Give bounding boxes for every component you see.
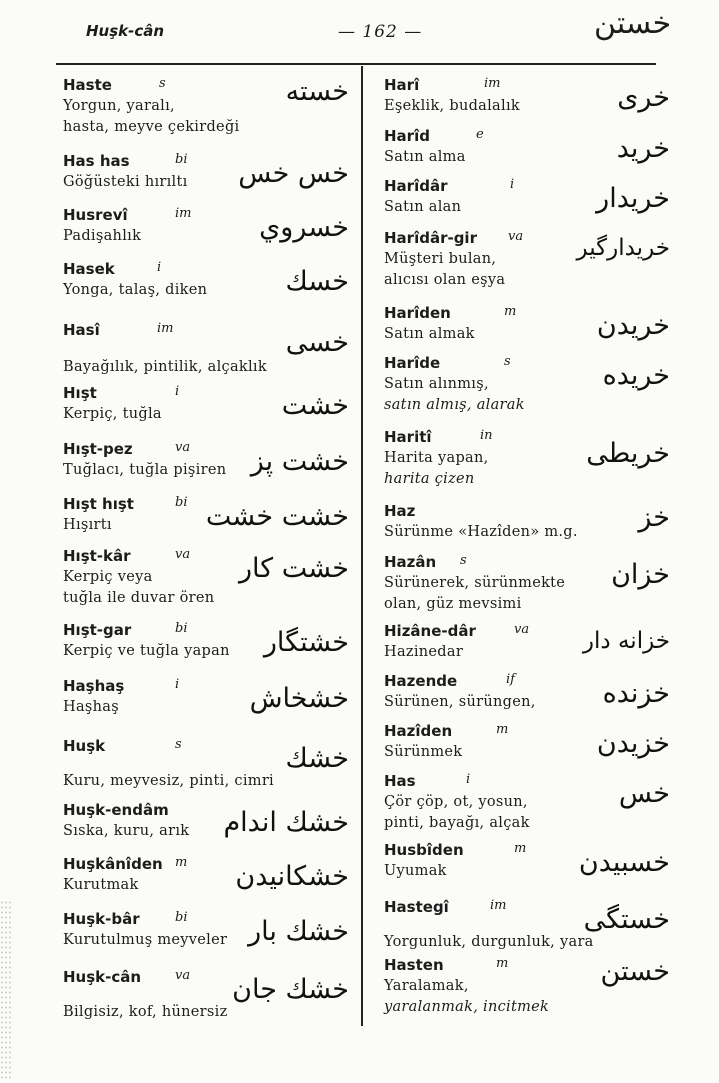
arabic-script: خستگى [583,904,670,935]
arabic-script: خريدن [596,310,670,341]
headword: Harîd [384,127,430,145]
arabic-script: خريطى [586,438,670,469]
part-of-speech: i [175,384,180,399]
arabic-script: خشك جان [232,974,349,1005]
arabic-script: خسته [285,76,349,107]
part-of-speech: va [514,622,530,637]
headword: Huşk-cân [63,968,142,986]
headword: Hışt hışt [63,495,134,513]
part-of-speech: in [480,428,493,443]
arabic-script: خشكانيدن [235,861,349,892]
headword: Hışt-gar [63,621,132,639]
headword: Harîden [384,304,451,322]
part-of-speech: bi [175,152,188,167]
part-of-speech: im [490,898,507,913]
part-of-speech: i [510,177,515,192]
definition: Yaralamak, yaralanmak, incitmek [384,978,550,1015]
definition: Yorgun, yaralı, hasta, meyve çekirdeği [63,98,240,135]
part-of-speech: va [508,229,524,244]
arabic-script: خشت [281,390,349,421]
part-of-speech: bi [175,621,188,636]
part-of-speech: i [157,260,162,275]
part-of-speech: m [175,855,188,870]
part-of-speech: im [175,206,192,221]
definition: Çör çöp, ot, yosun, pinti, bayağı, alçak [384,794,530,831]
arabic-script: خسك [285,266,349,297]
part-of-speech: va [175,968,191,983]
arabic-script: خسروي [259,212,349,243]
definition: Tuğlacı, tuğla pişiren [63,462,227,478]
headword: Hizâne-dâr [384,622,476,640]
part-of-speech: if [506,672,515,687]
part-of-speech: va [175,440,191,455]
definition: Satın alınmış, satın almış, alarak [384,376,525,413]
definition: Bayağılık, pintilik, alçaklık [63,359,267,375]
arabic-script: خزانه دار [582,628,670,654]
headword: Haste [63,76,112,94]
arabic-script: خشت خشت [205,501,349,532]
arabic-script: خسبيدن [578,847,670,878]
arabic-script: خشك اندام [223,807,349,838]
definition: Satın almak [384,326,475,342]
part-of-speech: bi [175,495,188,510]
headword: Hasek [63,260,115,278]
definition: Müşteri bulan, alıcısı olan eşya [384,251,506,288]
headword: Huşk-endâm [63,801,169,819]
part-of-speech: s [504,354,511,369]
definition: Sıska, kuru, arık [63,823,190,839]
arabic-script: خزان [611,559,670,590]
header-rule [56,63,656,65]
part-of-speech: m [504,304,517,319]
headword: Hışt-pez [63,440,133,458]
headword: Harîdâr-gir [384,229,477,247]
definition: Hışırtı [63,517,112,533]
arabic-script: خريدار [596,183,670,214]
arabic-script: خزنده [602,678,670,709]
headword: Has has [63,152,130,170]
headword: Haşhaş [63,677,125,695]
headword: Huşk [63,737,106,755]
definition: Göğüsteki hırıltı [63,174,188,190]
arabic-script: خشت پز [250,446,349,477]
part-of-speech: i [466,772,471,787]
definition: Kuru, meyvesiz, pinti, cimri [63,773,274,789]
part-of-speech: va [175,547,191,562]
headword: Hazende [384,672,458,690]
headword: Harîde [384,354,441,372]
arabic-script: خريدارگير [576,235,670,261]
column-rule [361,66,363,1026]
headword: Hasî [63,321,100,339]
part-of-speech: im [157,321,174,336]
headword: Hışt [63,384,97,402]
arabic-script: خس خس [238,158,349,189]
headword: Harîdâr [384,177,448,195]
part-of-speech: i [175,677,180,692]
part-of-speech: s [175,737,182,752]
definition: Satın alma [384,149,466,165]
definition: Yonga, talaş, diken [63,282,208,298]
definition: Yorgunluk, durgunluk, yara [384,934,594,950]
arabic-script: خريد [616,133,670,164]
definition: Kurutulmuş meyveler [63,932,228,948]
page-number: — 162 — [338,22,423,42]
page-edge-speckle [0,900,12,1080]
headword: Hazân [384,553,437,571]
part-of-speech: m [496,722,509,737]
running-head-word: Huşk-cân [86,22,165,40]
arabic-script: خسی [285,327,349,358]
arabic-script: خرى [617,82,670,113]
arabic-script: خشخاش [249,683,349,714]
arabic-script: خريده [602,360,670,391]
arabic-script: خستن [600,956,670,987]
definition: Sürünme «Hazîden» m.g. [384,524,578,540]
part-of-speech: s [460,553,467,568]
headword: Hazîden [384,722,453,740]
part-of-speech: e [476,127,484,142]
arabic-script: خزيدن [596,728,670,759]
headword: Haritî [384,428,432,446]
definition: Sürünen, sürüngen, [384,694,536,710]
part-of-speech: s [159,76,166,91]
headword: Haz [384,502,416,520]
definition: Kerpiç, tuğla [63,406,162,422]
part-of-speech: m [514,841,527,856]
arabic-script: خشك بار [248,916,349,947]
definition: Hazinedar [384,644,464,660]
definition: Uyumak [384,863,447,879]
headword: Hışt-kâr [63,547,131,565]
headword: Has [384,772,416,790]
headword: Huşk-bâr [63,910,140,928]
definition: Harita yapan, harita çizen [384,450,489,487]
running-head-arabic: خستن [594,6,672,41]
headword: Husbîden [384,841,464,859]
arabic-script: خشت كار [239,553,349,584]
arabic-script: خس [618,778,670,809]
arabic-script: خشك [285,743,349,774]
headword: Harî [384,76,420,94]
definition: Satın alan [384,199,462,215]
definition: Padişahlık [63,228,142,244]
part-of-speech: m [496,956,509,971]
part-of-speech: im [484,76,501,91]
definition: Haşhaş [63,699,119,715]
part-of-speech: bi [175,910,188,925]
definition: Eşeklik, budalalık [384,98,520,114]
headword: Huşkânîden [63,855,163,873]
definition: Kerpiç veya tuğla ile duvar ören [63,569,215,606]
arabic-script: خز [638,502,670,533]
definition: Bilgisiz, kof, hünersiz [63,1004,228,1020]
arabic-script: خشتگار [263,627,349,658]
definition: Sürünerek, sürünmekte olan, güz mevsimi [384,575,566,612]
headword: Hastegî [384,898,449,916]
headword: Hasten [384,956,444,974]
definition: Kerpiç ve tuğla yapan [63,643,230,659]
headword: Husrevî [63,206,128,224]
definition: Sürünmek [384,744,463,760]
definition: Kurutmak [63,877,139,893]
